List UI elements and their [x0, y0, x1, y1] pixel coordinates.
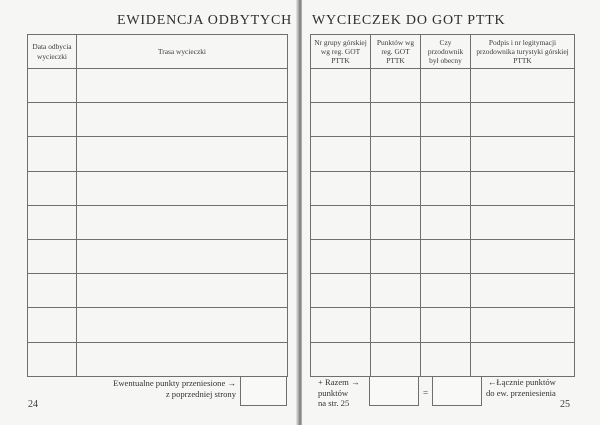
- date-cell[interactable]: [28, 69, 77, 103]
- points-cell[interactable]: [371, 342, 421, 376]
- date-cell[interactable]: [28, 239, 77, 273]
- signature-cell[interactable]: [471, 69, 575, 103]
- table-row: [311, 69, 575, 103]
- left-page: [0, 0, 298, 425]
- signature-cell[interactable]: [471, 171, 575, 205]
- route-cell[interactable]: [77, 308, 288, 342]
- group-cell[interactable]: [311, 308, 371, 342]
- equals-sign: =: [423, 388, 429, 398]
- guide-cell[interactable]: [421, 171, 471, 205]
- group-cell[interactable]: [311, 171, 371, 205]
- right-page-title: WYCIECZEK DO GOT PTTK: [312, 13, 506, 28]
- column-header-route: Trasa wycieczki: [77, 35, 288, 69]
- route-cell[interactable]: [77, 103, 288, 137]
- left-header-row: [28, 35, 288, 69]
- right-page: [302, 0, 600, 425]
- points-cell[interactable]: [371, 239, 421, 273]
- sum-line2: punktów: [318, 387, 349, 398]
- sum-line1: + Razem →: [318, 377, 360, 387]
- column-header-date: Data odbycia wycieczki: [28, 35, 77, 69]
- route-cell[interactable]: [77, 69, 288, 103]
- group-cell[interactable]: [311, 103, 371, 137]
- total-line2: do ew. przeniesienia: [486, 387, 556, 398]
- left-page-title: EWIDENCJA ODBYTYCH: [116, 13, 292, 28]
- group-cell[interactable]: [311, 342, 371, 376]
- page-number-left: 24: [28, 399, 38, 410]
- group-cell[interactable]: [311, 137, 371, 171]
- carried-points-label: [113, 378, 236, 399]
- column-header-signature: Podpis i nr legitymacji przodownika turystyki górskiej PTTK: [471, 35, 575, 69]
- page-sum-label: [318, 377, 360, 409]
- group-cell[interactable]: [311, 239, 371, 273]
- points-cell[interactable]: [371, 308, 421, 342]
- route-cell[interactable]: [77, 274, 288, 308]
- total-points-box[interactable]: [432, 376, 482, 406]
- signature-cell[interactable]: [471, 308, 575, 342]
- points-cell[interactable]: [371, 137, 421, 171]
- page-sum-box[interactable]: [369, 376, 419, 406]
- table-row: [28, 308, 288, 342]
- guide-cell[interactable]: [421, 137, 471, 171]
- table-row: [311, 342, 575, 376]
- guide-cell[interactable]: [421, 103, 471, 137]
- page-number-right: 25: [560, 399, 570, 410]
- signature-cell[interactable]: [471, 137, 575, 171]
- signature-cell[interactable]: [471, 205, 575, 239]
- carried-label-line2: z poprzedniej strony: [165, 388, 236, 399]
- guide-cell[interactable]: [421, 274, 471, 308]
- group-cell[interactable]: [311, 205, 371, 239]
- column-header-guide-present: Czy przodownik był obecny: [421, 35, 471, 69]
- column-header-points: Punktów wg reg. GOT PTTK: [371, 35, 421, 69]
- left-log-table: [27, 34, 288, 377]
- route-cell[interactable]: [77, 239, 288, 273]
- table-row: [28, 137, 288, 171]
- table-row: [311, 308, 575, 342]
- guide-cell[interactable]: [421, 308, 471, 342]
- table-row: [311, 205, 575, 239]
- table-row: [311, 137, 575, 171]
- route-cell[interactable]: [77, 342, 288, 376]
- right-header-row: [311, 35, 575, 69]
- points-cell[interactable]: [371, 69, 421, 103]
- table-row: [311, 274, 575, 308]
- signature-cell[interactable]: [471, 274, 575, 308]
- route-cell[interactable]: [77, 205, 288, 239]
- signature-cell[interactable]: [471, 103, 575, 137]
- guide-cell[interactable]: [421, 69, 471, 103]
- table-row: [28, 103, 288, 137]
- table-row: [28, 205, 288, 239]
- sum-line3: na str. 25: [318, 398, 350, 409]
- table-row: [28, 342, 288, 376]
- carried-label-line1: Ewentualne punkty przeniesione →: [113, 378, 236, 388]
- date-cell[interactable]: [28, 308, 77, 342]
- total-line1: ←Łącznie punktów: [487, 377, 556, 387]
- group-cell[interactable]: [311, 274, 371, 308]
- date-cell[interactable]: [28, 103, 77, 137]
- table-row: [28, 171, 288, 205]
- signature-cell[interactable]: [471, 342, 575, 376]
- route-cell[interactable]: [77, 171, 288, 205]
- table-row: [28, 239, 288, 273]
- date-cell[interactable]: [28, 205, 77, 239]
- table-row: [311, 239, 575, 273]
- points-cell[interactable]: [371, 274, 421, 308]
- guide-cell[interactable]: [421, 239, 471, 273]
- points-cell[interactable]: [371, 205, 421, 239]
- guide-cell[interactable]: [421, 342, 471, 376]
- date-cell[interactable]: [28, 137, 77, 171]
- table-row: [311, 171, 575, 205]
- route-cell[interactable]: [77, 137, 288, 171]
- date-cell[interactable]: [28, 342, 77, 376]
- signature-cell[interactable]: [471, 239, 575, 273]
- date-cell[interactable]: [28, 274, 77, 308]
- total-points-label: [486, 377, 556, 398]
- group-cell[interactable]: [311, 69, 371, 103]
- table-row: [28, 69, 288, 103]
- carried-points-box[interactable]: [240, 376, 287, 406]
- date-cell[interactable]: [28, 171, 77, 205]
- right-log-table: [310, 34, 575, 377]
- guide-cell[interactable]: [421, 205, 471, 239]
- column-header-group: Nr grupy górskiej wg reg. GOT PTTK: [311, 35, 371, 69]
- table-row: [28, 274, 288, 308]
- table-row: [311, 103, 575, 137]
- points-cell[interactable]: [371, 103, 421, 137]
- points-cell[interactable]: [371, 171, 421, 205]
